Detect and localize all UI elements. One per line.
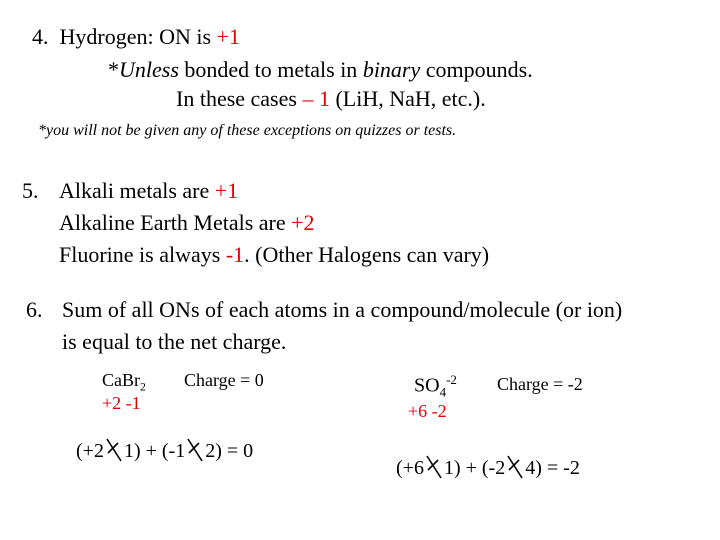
example-2-formula: $SO_4^{-2}$ [414, 372, 457, 400]
item-6-number: 6. [26, 297, 43, 322]
example-2-charge: Charge = -2 [497, 374, 583, 394]
item-4-cases: In these cases – 1 (LiH, NaH, etc.). [176, 86, 486, 111]
item-5-line-1: Alkali metals are +1 [59, 178, 239, 203]
multiply-icon [505, 454, 525, 480]
item-4-heading [32, 24, 240, 50]
example-1-equation: (+2 1) + (-1 2) = 0 [76, 437, 253, 463]
multiply-icon [424, 454, 444, 480]
example-1-ons: +2 -1 [102, 393, 141, 413]
multiply-icon [185, 437, 205, 463]
item-4-value: +1 [216, 24, 240, 49]
multiply-icon [104, 437, 124, 463]
item-4-note: *you will not be given any of these exceptions on quizzes or tests. [38, 122, 457, 139]
example-2-equation: (+6 1) + (-2 4) = -2 [396, 454, 580, 480]
example-1-formula: CaBr$_2$ [102, 370, 146, 394]
item-5-line-3: Fluorine is always -1. (Other Halogens can vary) [59, 242, 490, 267]
item-4-label: Hydrogen: ON is [59, 24, 217, 49]
example-1-charge: Charge = 0 [184, 370, 264, 390]
item-4-number: 4. [32, 24, 49, 49]
item-5-number: 5. [22, 178, 39, 203]
item-5-line-2: Alkaline Earth Metals are +2 [59, 210, 315, 235]
item-6-line-1: Sum of all ONs of each atoms in a compound/molecule (or ion) [62, 297, 623, 322]
item-6-line-2: is equal to the net charge. [62, 329, 287, 354]
example-2-ons: +6 -2 [408, 401, 447, 421]
item-4-exception: *Unless bonded to metals in binary compounds. [108, 57, 533, 82]
